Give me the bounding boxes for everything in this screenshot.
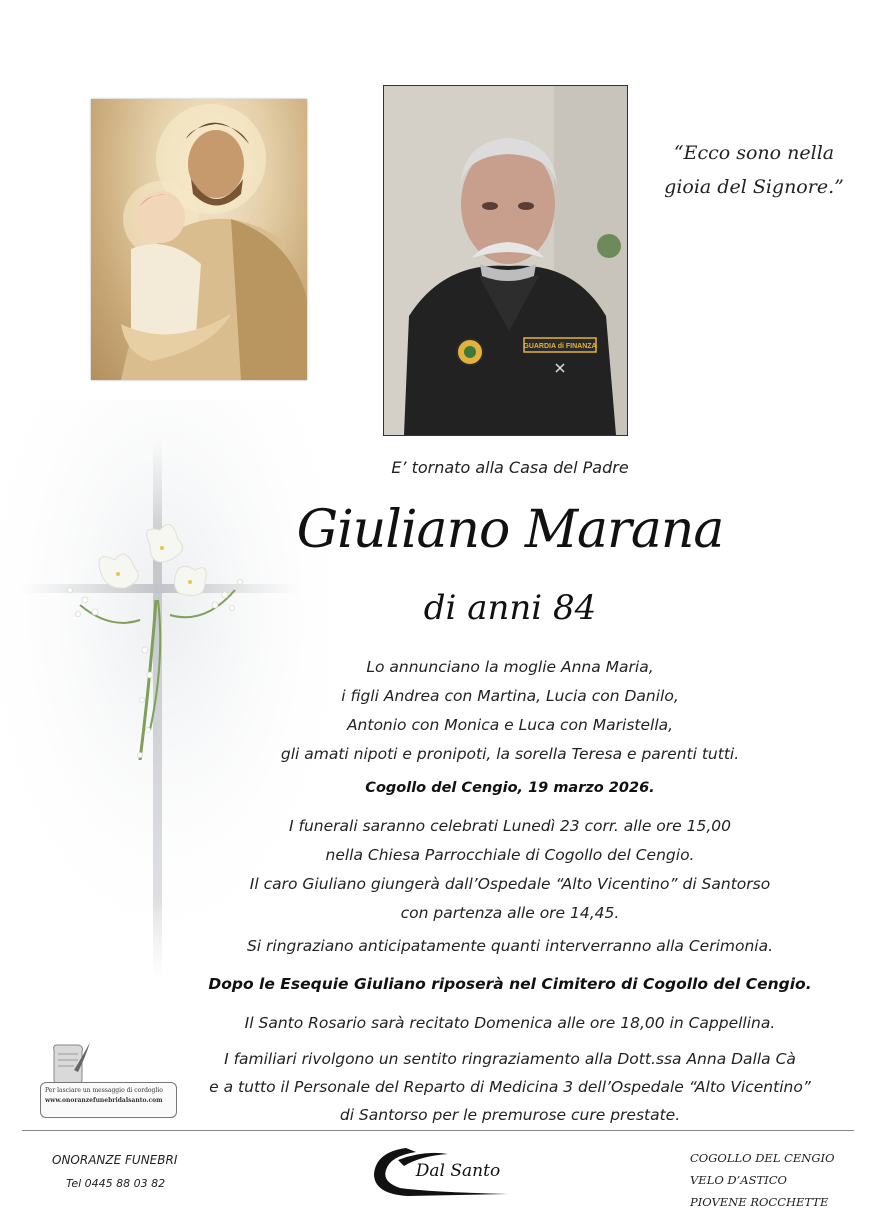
quote (654, 136, 854, 204)
quill-scroll-icon (48, 1040, 92, 1086)
place-date: Cogollo del Cengio, 19 marzo 2026. (365, 780, 655, 796)
gratitude-line: e a tutto il Personale del Reparto di Medicina 3 dell’Ospedale “Alto Vicentino” (209, 1078, 811, 1096)
portrait-illustration (384, 86, 627, 435)
gratitude-line: I familiari rivolgono un sentito ringraziamento alla Dott.ssa Anna Dalla Cà (224, 1050, 796, 1068)
agency-info (52, 1149, 177, 1195)
condolence-url[interactable]: www.onoranzefunebridalsanto.com (45, 1097, 163, 1104)
agency-logo (368, 1140, 518, 1202)
deceased-name: Giuliano Marana (296, 500, 724, 560)
location-item: VELO D’ASTICO (690, 1173, 787, 1187)
dal-santo-logo (368, 1140, 518, 1202)
condolence-box[interactable] (40, 1082, 177, 1118)
funeral-line: nella Chiesa Parrocchiale di Cogollo del Cengio. (325, 846, 695, 864)
family-line: Antonio con Monica e Luca con Maristella, (346, 716, 674, 734)
deceased-portrait (383, 85, 628, 436)
gratitude-notice (200, 1045, 820, 1129)
agency-locations (690, 1147, 835, 1213)
funeral-line: Il caro Giuliano giungerà dall’Ospedale “Alto Vicentino” di Santorso (249, 875, 771, 893)
gratitude-line: di Santorso per le premurose cure prestate. (339, 1106, 681, 1124)
footer-divider (22, 1130, 854, 1131)
quote-line: gioia del Signore.” (664, 176, 844, 198)
saint-with-child-illustration (91, 99, 307, 380)
agency-type: ONORANZE FUNEBRI (52, 1153, 178, 1167)
deceased-age: di anni 84 (423, 588, 597, 628)
funeral-notice (200, 812, 820, 928)
family-line: gli amati nipoti e pronipoti, la sorella Teresa e parenti tutti. (280, 745, 740, 763)
family-line: i figli Andrea con Martina, Lucia con Danilo, (341, 687, 679, 705)
portrait-badge-text: GUARDIA di FINANZA (523, 343, 597, 350)
condolence-badge[interactable] (40, 1038, 177, 1118)
agency-phone: Tel 0445 88 03 82 (66, 1177, 166, 1190)
burial-line: Dopo le Esequie Giuliano riposerà nel Cimitero di Cogollo del Cengio. (208, 975, 812, 993)
location-item: COGOLLO DEL CENGIO (690, 1151, 835, 1165)
thanks-line: Si ringraziano anticipatamente quanti interverranno alla Cerimonia. (246, 937, 774, 955)
rosary-line: Il Santo Rosario sarà recitato Domenica alle ore 18,00 in Cappellina. (244, 1014, 776, 1032)
condolence-message: Per lasciare un messaggio di cordoglio (45, 1087, 163, 1094)
funeral-line: con partenza alle ore 14,45. (400, 904, 620, 922)
quote-line: “Ecco sono nella (673, 142, 835, 164)
logo-text: Dal Santo (415, 1161, 501, 1181)
location-item: PIOVENE ROCCHETTE (690, 1195, 829, 1209)
condolence-text (45, 1086, 172, 1106)
funeral-line: I funerali saranno celebrati Lunedì 23 corr. alle ore 15,00 (289, 817, 731, 835)
announcement-heading: E’ tornato alla Casa del Padre (391, 458, 629, 477)
family-line: Lo annunciano la moglie Anna Maria, (366, 658, 654, 676)
family-notice (200, 653, 820, 769)
sacred-image (91, 99, 307, 380)
